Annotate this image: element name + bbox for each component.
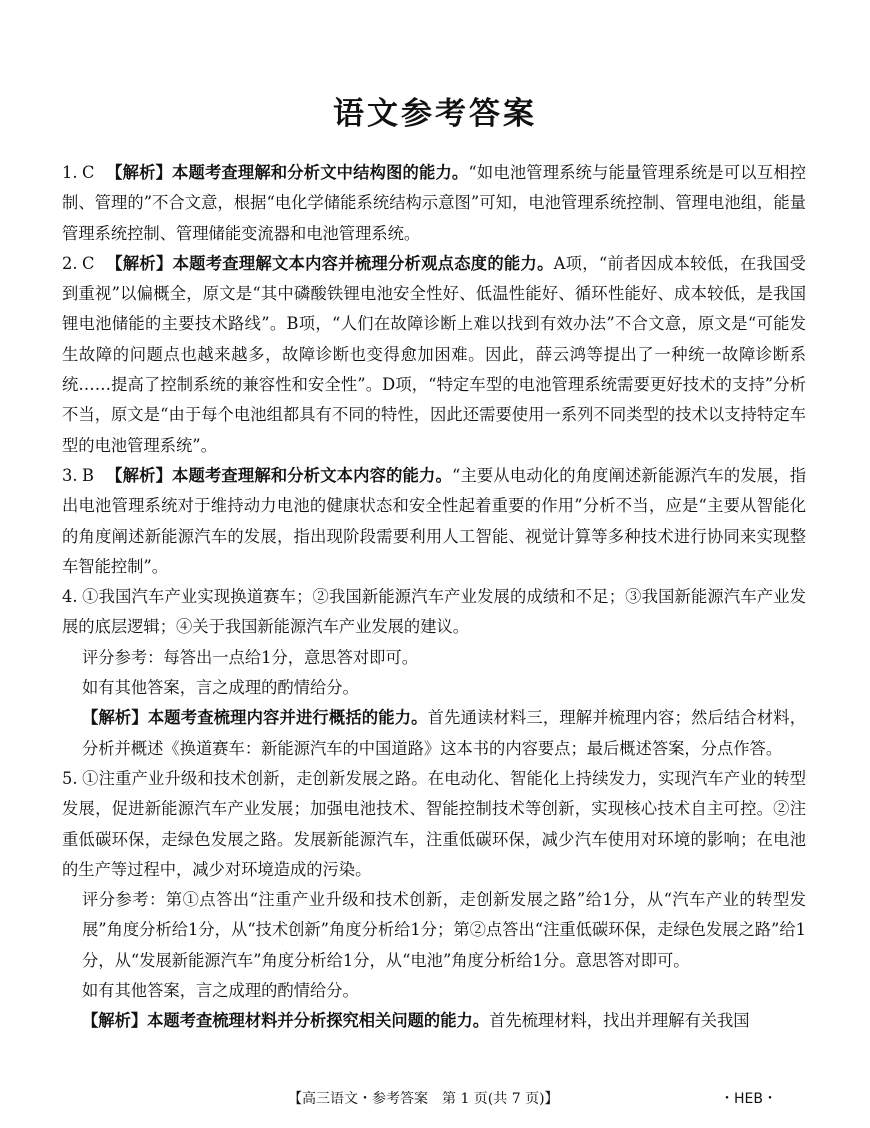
scoring-note: 评分参考：每答出一点给1分，意思答对即可。 — [82, 647, 418, 667]
question-number: 3. — [62, 465, 78, 485]
answer-option: C — [82, 163, 95, 182]
footer-page-info: 【高三语文・参考答案 第 1 页(共 7 页)】 — [288, 1091, 559, 1107]
answer-item-3 — [62, 461, 806, 582]
analysis-body: “如电池管理系统与能量管理系统是可以互相控制、管理的”不合文意，根据“电化学储能系统结构示意图”可知，电池管理系统控制、管理电池组，能量管理系统控制、管理储能变流器和电池管理系统。 — [62, 163, 806, 243]
analysis-tag: 【解析】 — [106, 163, 173, 182]
other-answers-note: 如有其他答案，言之成理的酌情给分。 — [82, 678, 359, 698]
analysis-paragraph — [62, 703, 806, 764]
analysis-tag: 【解析】 — [82, 1011, 148, 1031]
answer-item-4 — [62, 582, 806, 643]
question-number: 5. — [62, 768, 78, 788]
analysis-body: “主要从电动化的角度阐述新能源汽车的发展，指出电池管理系统对于维持动力电池的健康状态和安全性起着重要的作用”分析不当，应是“主要从智能化的角度阐述新能源汽车的发展，指出现阶段需要利用人工智能、视觉计算等多种技术进行协同来实现整车智能控制”。 — [62, 465, 806, 576]
answer-item-2 — [62, 249, 806, 461]
other-answers-note: 如有其他答案，言之成理的酌情给分。 — [82, 981, 359, 1001]
analysis-lead: 本题考查理解和分析文中结构图的能力。 — [172, 163, 469, 182]
scoring-note: 评分参考：第①点答出“注重产业升级和技术创新，走创新发展之路”给1分，从“汽车产业的转型发展”角度分析给1分，从“技术创新”角度分析给1分；第②点答出“注重低碳环保，走绿色发展之路”给1分，从“发展新能源汽车”角度分析给1分，从“电池”角度分析给1分。意思答对即可。 — [82, 890, 806, 970]
answer-list — [62, 158, 806, 1037]
analysis-tag: 【解析】 — [82, 708, 148, 728]
question-number: 2. — [62, 253, 78, 273]
question-number: 1. — [62, 163, 78, 182]
answer-option: B — [82, 465, 94, 485]
analysis-body: 首先梳理材料，找出并理解有关我国 — [489, 1011, 750, 1031]
answer-body: ①我国汽车产业实现换道赛车；②我国新能源汽车产业发展的成绩和不足；③我国新能源汽车产业发展的底层逻辑；④关于我国新能源汽车产业发展的建议。 — [62, 587, 806, 637]
answer-option: C — [82, 253, 95, 273]
analysis-tag: 【解析】 — [106, 465, 173, 485]
answer-body: ①注重产业升级和技术创新，走创新发展之路。在电动化、智能化上持续发力，实现汽车产业的转型发展，促进新能源汽车产业发展；加强电池技术、智能控制技术等创新，实现核心技术自主可控。②注重低碳环保，走绿色发展之路。发展新能源汽车，注重低碳环保，减少汽车使用对环境的影响；在电池的生产等过程中，减少对环境造成的污染。 — [62, 768, 806, 879]
analysis-lead: 本题考查理解和分析文本内容的能力。 — [172, 465, 452, 485]
answer-item-5 — [62, 764, 806, 885]
question-number: 4. — [62, 587, 78, 607]
answer-item-1 — [62, 158, 806, 249]
analysis-tag: 【解析】 — [106, 253, 173, 273]
analysis-lead: 本题考查梳理材料并分析探究相关问题的能力。 — [147, 1011, 490, 1031]
analysis-lead: 本题考查梳理内容并进行概括的能力。 — [147, 708, 428, 728]
footer-code: ・HEB・ — [720, 1091, 777, 1107]
analysis-lead: 本题考查理解文本内容并梳理分析观点态度的能力。 — [172, 253, 554, 273]
page-title: 语文参考答案 — [333, 96, 537, 132]
analysis-body: 首先通读材料三，理解并梳理内容；然后结合材料，分析并概述《换道赛车：新能源汽车的中国道路》这本书的内容要点；最后概述答案，分点作答。 — [82, 708, 806, 758]
analysis-body: A项，“前者因成本较低，在我国受到重视”以偏概全，原文是“其中磷酸铁锂电池安全性好、低温性能好、循环性能好、成本较低，是我国锂电池储能的主要技术路线”。B项，“人们在故障诊断上难以找到有效办法”不合文意，原文是“可能发生故障的问题点也越来越多，故障诊断也变得愈加困难。因此，薛云鸿等提出了一种统一故障诊断系统……提高了控制系统的兼容性和安全性”。D项，“特定车型的电池管理系统需要更好技术的支持”分析不当，原文是“由于每个电池组都具有不同的特性，因此还需要使用一系列不同类型的技术以支持特定车型的电池管理系统”。 — [62, 253, 806, 455]
analysis-paragraph — [62, 1006, 806, 1036]
